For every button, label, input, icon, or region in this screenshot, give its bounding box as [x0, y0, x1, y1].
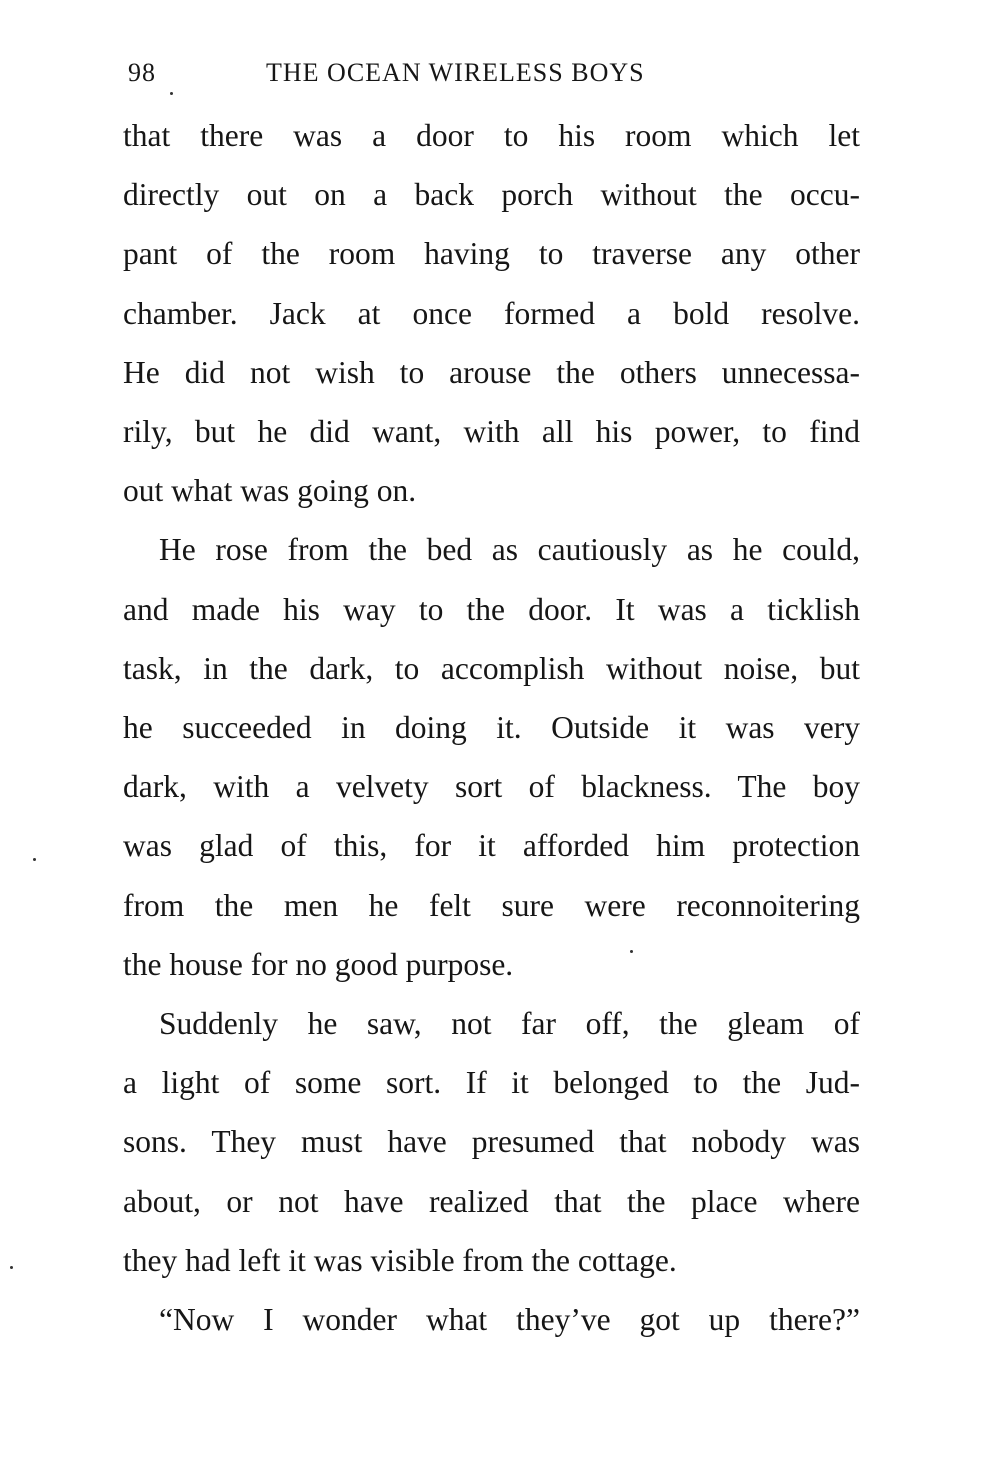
scan-speck — [170, 92, 173, 95]
text-line: that there was a door to his room which let — [123, 118, 860, 153]
text-line: the house for no good purpose. — [123, 946, 514, 982]
text-line: sons. They must have presumed that nobody was — [123, 1124, 860, 1160]
text-line: He did not wish to arouse the others unnecessa- — [123, 354, 860, 390]
text-line: directly out on a back porch without the occu- — [123, 177, 860, 213]
text-line: from the men he felt sure were reconnoitering — [123, 887, 860, 923]
text-line: He rose from the bed as cautiously as he could, — [159, 532, 860, 568]
text-line: about, or not have realized that the place where — [123, 1183, 860, 1219]
running-title: THE OCEAN WIRELESS BOYS — [266, 58, 645, 87]
scan-speck — [33, 858, 36, 861]
text-line: chamber. Jack at once formed a bold resolve. — [123, 295, 860, 331]
text-line: dark, with a velvety sort of blackness. The boy — [123, 769, 860, 805]
page-number: 98 — [128, 58, 156, 87]
text-line: out what was going on. — [123, 473, 417, 509]
text-line: was glad of this, for it afforded him protection — [123, 828, 860, 864]
text-line: and made his way to the door. It was a ticklish — [123, 591, 860, 627]
text-line: “Now I wonder what they’ve got up there?” — [159, 1302, 860, 1338]
text-line: they had left it was visible from the cottage. — [123, 1242, 677, 1278]
running-head — [128, 58, 860, 94]
body-text — [123, 106, 860, 1349]
scan-speck — [630, 950, 633, 953]
paragraph-3 — [123, 994, 860, 1290]
paragraph-4 — [123, 1290, 860, 1349]
text-line: pant of the room having to traverse any other — [123, 236, 860, 272]
text-line: a light of some sort. If it belonged to the Jud- — [123, 1065, 860, 1101]
text-line: task, in the dark, to accomplish without noise, but — [123, 650, 860, 686]
paragraph-1 — [123, 106, 860, 520]
scan-speck — [10, 1266, 13, 1269]
paragraph-2 — [123, 520, 860, 994]
text-line: rily, but he did want, with all his power, to find — [123, 414, 860, 450]
text-line: Suddenly he saw, not far off, the gleam of — [159, 1006, 860, 1042]
text-line: he succeeded in doing it. Outside it was very — [123, 710, 860, 746]
